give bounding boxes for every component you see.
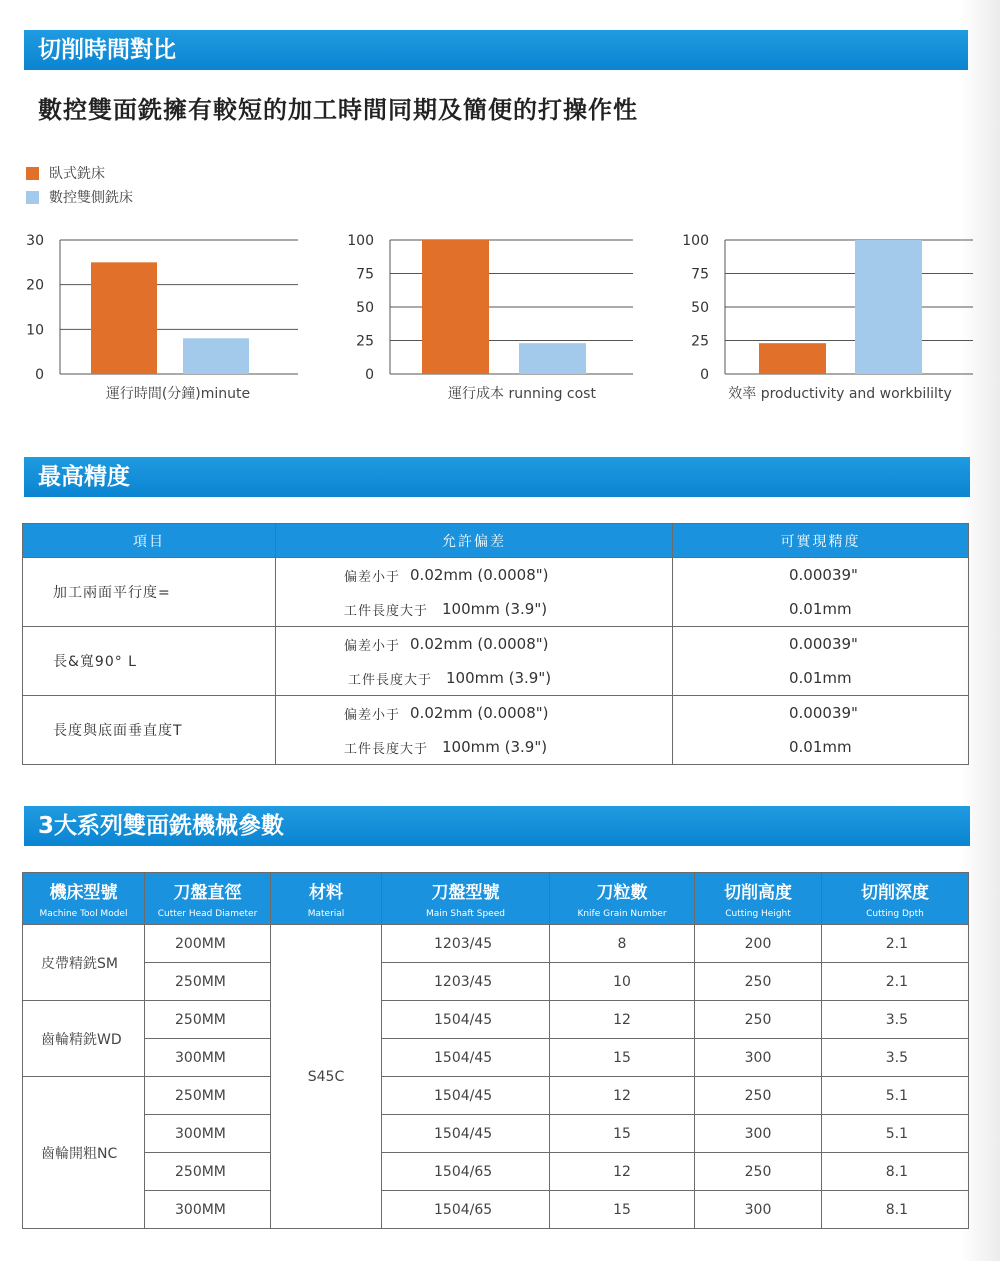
spec-header-en: Knife Grain Number — [577, 909, 667, 919]
tolerance-item: 長&寬90° L — [23, 627, 276, 696]
spec-row — [23, 1001, 969, 1039]
allowed-value: 0.02mm (0.0008") — [410, 566, 549, 584]
allowed-label: 偏差小于 — [344, 569, 401, 585]
section-title-time-compare: 切削時間對比 — [24, 30, 968, 70]
spec-table — [22, 872, 969, 1229]
spec-cutter: 1504/45 — [382, 1115, 550, 1153]
bar-cnc-double-mill — [183, 338, 249, 374]
spec-knives: 15 — [550, 1115, 695, 1153]
allowed-value: 100mm (3.9") — [442, 600, 548, 618]
precision-value: 0.00039" — [789, 566, 858, 584]
spec-header-en: Cutter Head Diameter — [157, 909, 258, 919]
spec-height: 300 — [695, 1115, 822, 1153]
spec-height: 250 — [695, 1153, 822, 1191]
spec-diameter: 300MM — [145, 1191, 271, 1229]
allowed-line — [276, 558, 672, 592]
y-tick-label: 75 — [691, 266, 709, 283]
y-tick-label: 75 — [356, 266, 374, 283]
allowed-label: 工件長度大于 — [348, 672, 433, 688]
allowed-value: 100mm (3.9") — [442, 738, 548, 756]
spec-depth: 8.1 — [822, 1191, 969, 1229]
spec-height: 200 — [695, 925, 822, 963]
x-axis-label: 運行時間(分鐘)minute — [105, 386, 251, 402]
spec-header-zh: 刀盤型號 — [431, 883, 500, 903]
allowed-line — [276, 627, 672, 661]
spec-depth: 5.1 — [822, 1115, 969, 1153]
y-tick-label: 20 — [26, 277, 44, 294]
y-tick-label: 50 — [691, 300, 709, 316]
tolerance-table — [22, 523, 969, 765]
y-tick-label: 30 — [26, 233, 44, 249]
y-tick-label: 0 — [365, 367, 374, 383]
spec-diameter: 200MM — [145, 925, 271, 963]
spec-header-en: Material — [307, 909, 345, 919]
y-tick-label: 10 — [26, 322, 44, 339]
spec-depth: 8.1 — [822, 1153, 969, 1191]
spec-depth: 3.5 — [822, 1039, 969, 1077]
spec-height: 250 — [695, 1001, 822, 1039]
tolerance-row — [23, 558, 969, 627]
bar-horizontal-mill — [91, 262, 157, 374]
spec-cutter: 1203/45 — [382, 925, 550, 963]
allowed-line — [276, 592, 672, 626]
legend-label: 數控雙側銑床 — [49, 190, 133, 206]
allowed-label: 偏差小于 — [344, 707, 401, 723]
spec-header-en: Cutting Height — [725, 909, 791, 919]
spec-model: 皮帶精銑SM — [23, 925, 145, 1001]
tolerance-item: 加工兩面平行度= — [23, 558, 276, 627]
bar-cnc-double-mill — [855, 240, 922, 374]
allowed-label: 偏差小于 — [344, 638, 401, 654]
spec-cutter: 1504/65 — [382, 1191, 550, 1229]
precision-value: 0.01mm — [789, 669, 852, 687]
tolerance-row — [23, 627, 969, 696]
y-tick-label: 0 — [700, 367, 709, 383]
legend-label: 臥式銑床 — [49, 166, 105, 182]
spec-header-en: Main Shaft Speed — [426, 909, 505, 919]
bar-cnc-double-mill — [519, 343, 586, 374]
spec-model: 齒輪精銑WD — [23, 1001, 145, 1077]
precision-value: 0.01mm — [789, 738, 852, 756]
spec-depth: 2.1 — [822, 963, 969, 1001]
spec-header — [550, 873, 695, 925]
spec-knives: 10 — [550, 963, 695, 1001]
tolerance-precision — [673, 627, 969, 696]
spec-header — [271, 873, 382, 925]
spec-cutter: 1504/65 — [382, 1153, 550, 1191]
spec-row — [23, 963, 969, 1001]
spec-knives: 12 — [550, 1153, 695, 1191]
spec-row — [23, 1115, 969, 1153]
allowed-label: 工件長度大于 — [344, 741, 429, 757]
spec-diameter: 250MM — [145, 1001, 271, 1039]
legend-swatch-blue — [26, 191, 39, 204]
y-tick-label: 25 — [356, 333, 374, 350]
x-axis-label: 運行成本 running cost — [448, 386, 596, 402]
spec-knives: 8 — [550, 925, 695, 963]
allowed-line — [276, 696, 672, 730]
tolerance-allowed — [276, 627, 673, 696]
spec-depth: 5.1 — [822, 1077, 969, 1115]
spec-diameter: 250MM — [145, 963, 271, 1001]
allowed-line — [276, 661, 672, 695]
spec-row — [23, 1077, 969, 1115]
spec-row — [23, 1153, 969, 1191]
spec-cutter: 1203/45 — [382, 963, 550, 1001]
bar-horizontal-mill — [759, 343, 826, 374]
spec-diameter: 300MM — [145, 1039, 271, 1077]
spec-cutter: 1504/45 — [382, 1039, 550, 1077]
spec-header-zh: 機床型號 — [49, 883, 118, 903]
tolerance-header-precision: 可實現精度 — [673, 524, 969, 558]
spec-header-zh: 切削深度 — [861, 883, 929, 903]
legend-item-horizontal-mill — [26, 163, 105, 183]
spec-header-zh: 刀盤直徑 — [173, 883, 242, 903]
spec-row — [23, 1039, 969, 1077]
spec-material: S45C — [271, 925, 382, 1229]
spec-diameter: 250MM — [145, 1153, 271, 1191]
spec-header — [822, 873, 969, 925]
tolerance-item: 長度與底面垂直度T — [23, 696, 276, 765]
allowed-label: 工件長度大于 — [344, 603, 429, 619]
y-tick-label: 0 — [35, 367, 44, 383]
tolerance-header-allowed: 允許偏差 — [276, 524, 673, 558]
tolerance-header-item: 項目 — [23, 524, 276, 558]
spec-knives: 12 — [550, 1077, 695, 1115]
spec-header-en: Machine Tool Model — [39, 909, 128, 919]
spec-diameter: 300MM — [145, 1115, 271, 1153]
spec-header-zh: 切削高度 — [724, 883, 792, 903]
spec-cutter: 1504/45 — [382, 1001, 550, 1039]
headline: 數控雙面銑擁有較短的加工時間同期及簡便的打操作性 — [38, 96, 638, 124]
spec-header-zh: 刀粒數 — [596, 883, 648, 903]
spec-row — [23, 1191, 969, 1229]
section-title-params: 3大系列雙面銑機械參數 — [24, 806, 970, 846]
y-tick-label: 100 — [682, 233, 709, 249]
spec-header-zh: 材料 — [309, 883, 343, 903]
spec-knives: 15 — [550, 1039, 695, 1077]
precision-value: 0.00039" — [789, 704, 858, 722]
spec-height: 250 — [695, 1077, 822, 1115]
legend-item-cnc-double-mill — [26, 187, 133, 207]
tolerance-precision — [673, 696, 969, 765]
section-title-precision: 最高精度 — [24, 457, 970, 497]
spec-model: 齒輪開粗NC — [23, 1077, 145, 1229]
legend-swatch-orange — [26, 167, 39, 180]
spec-knives: 12 — [550, 1001, 695, 1039]
spec-height: 250 — [695, 963, 822, 1001]
spec-knives: 15 — [550, 1191, 695, 1229]
spec-height: 300 — [695, 1039, 822, 1077]
spec-diameter: 250MM — [145, 1077, 271, 1115]
y-tick-label: 50 — [356, 300, 374, 316]
allowed-value: 0.02mm (0.0008") — [410, 635, 549, 653]
chart-run-cost — [345, 228, 635, 408]
allowed-line — [276, 730, 672, 764]
allowed-value: 100mm (3.9") — [446, 669, 552, 687]
spec-depth: 3.5 — [822, 1001, 969, 1039]
spec-height: 300 — [695, 1191, 822, 1229]
bar-horizontal-mill — [422, 240, 489, 374]
precision-value: 0.00039" — [789, 635, 858, 653]
x-axis-label: 效率 productivity and workbililty — [728, 386, 952, 402]
y-tick-label: 25 — [691, 333, 709, 350]
spec-depth: 2.1 — [822, 925, 969, 963]
y-tick-label: 100 — [347, 233, 374, 249]
spec-header — [23, 873, 145, 925]
spec-header — [145, 873, 271, 925]
tolerance-allowed — [276, 696, 673, 765]
spec-header — [695, 873, 822, 925]
allowed-value: 0.02mm (0.0008") — [410, 704, 549, 722]
spec-cutter: 1504/45 — [382, 1077, 550, 1115]
tolerance-allowed — [276, 558, 673, 627]
spec-header-en: Cutting Dpth — [866, 909, 924, 919]
precision-value: 0.01mm — [789, 600, 852, 618]
spec-header — [382, 873, 550, 925]
tolerance-precision — [673, 558, 969, 627]
chart-run-time — [20, 228, 300, 408]
chart-productivity — [680, 228, 975, 408]
tolerance-row — [23, 696, 969, 765]
spec-row — [23, 925, 969, 963]
